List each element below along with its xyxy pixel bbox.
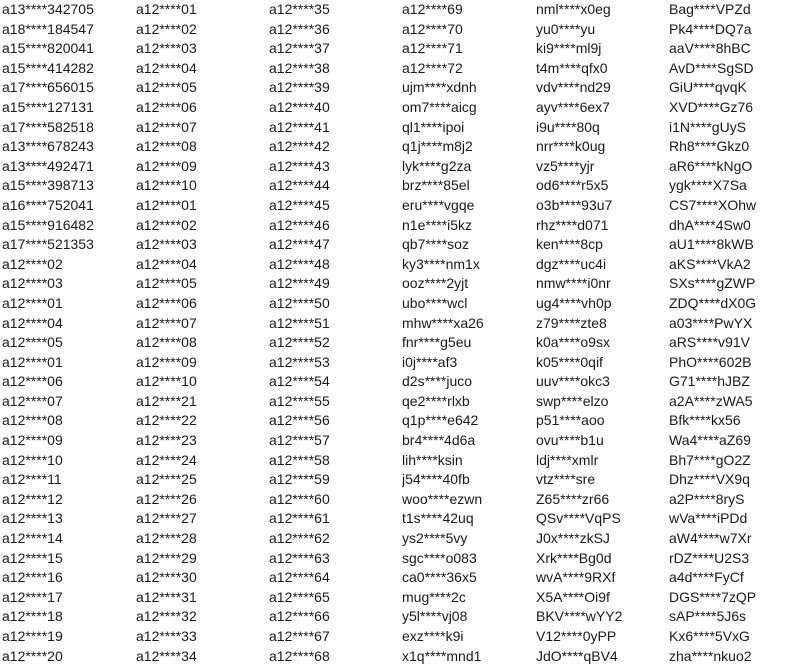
account-entry: a12****05	[136, 275, 197, 292]
account-entry: a12****04	[136, 255, 197, 272]
account-entry: a12****08	[136, 334, 197, 351]
account-entry: a13****492471	[2, 157, 94, 174]
account-entry: a16****752041	[2, 196, 94, 213]
account-entry: aR6****kNgO	[669, 157, 753, 174]
account-entry: sAP****5J6s	[669, 608, 747, 625]
account-entry: a12****53	[269, 353, 330, 370]
account-entry: ygk****X7Sa	[669, 177, 747, 194]
account-entry: a12****30	[136, 569, 197, 586]
account-entry: SXs****gZWP	[669, 275, 756, 292]
account-entry: vdv****nd29	[536, 79, 611, 96]
account-entry: a12****32	[136, 608, 197, 625]
account-entry: x1q****mnd1	[402, 647, 482, 664]
account-entry: a12****22	[136, 412, 197, 429]
account-entry: a12****49	[269, 275, 330, 292]
account-entry: X5A****Oi9f	[536, 588, 610, 605]
account-entry: a12****15	[2, 549, 63, 566]
account-entry: a12****45	[269, 196, 330, 213]
account-entry: mhw****xa26	[402, 314, 484, 331]
account-entry: brz****85el	[402, 177, 470, 194]
account-entry: ZDQ****dX0G	[669, 294, 757, 311]
account-entry: aKS****VkA2	[669, 255, 751, 272]
account-entry: a12****65	[269, 588, 330, 605]
account-entry: d2s****juco	[402, 373, 473, 390]
account-entry: Dhz****VX9q	[669, 471, 750, 488]
account-entry: a12****18	[2, 608, 63, 625]
account-entry: br4****4d6a	[402, 432, 476, 449]
account-entry: DGS****7zQP	[669, 588, 757, 605]
account-entry: a12****14	[2, 530, 63, 547]
account-entry: a12****04	[2, 314, 63, 331]
account-entry: a12****59	[269, 471, 330, 488]
account-entry: a12****54	[269, 373, 330, 390]
account-entry: a15****820041	[2, 40, 94, 57]
account-entry: a12****01	[2, 353, 63, 370]
account-entry: a12****56	[269, 412, 330, 429]
account-entry: a03****PwYX	[669, 314, 753, 331]
account-entry: a12****44	[269, 177, 330, 194]
account-entry: a12****06	[136, 98, 197, 115]
account-column-5	[536, 0, 669, 666]
account-entry: a12****60	[269, 490, 330, 507]
account-entry: uuv****okc3	[536, 373, 610, 390]
account-entry: a12****55	[269, 392, 330, 409]
account-entry: Pk4****DQ7a	[669, 20, 752, 37]
account-entry: a17****582518	[2, 118, 94, 135]
account-entry: aRS****v91V	[669, 334, 750, 351]
account-entry: a12****06	[2, 373, 63, 390]
account-entry: rhz****d071	[536, 216, 609, 233]
account-entry: a12****63	[269, 549, 330, 566]
account-entry: a12****21	[136, 392, 197, 409]
account-entry: QSv****VqPS	[536, 510, 621, 527]
account-entry: lyk****g2za	[402, 157, 472, 174]
account-entry: k05****0qif	[536, 353, 603, 370]
account-entry: a12****62	[269, 530, 330, 547]
account-entry: a12****50	[269, 294, 330, 311]
account-entry: dgz****uc4i	[536, 255, 607, 272]
account-entry: eru****vgqe	[402, 196, 475, 213]
account-entry: a13****678243	[2, 138, 94, 155]
account-entry: rDZ****U2S3	[669, 549, 750, 566]
account-entry: a12****35	[269, 1, 330, 17]
account-entry: a12****03	[136, 236, 197, 253]
account-entry: a12****69	[402, 1, 463, 17]
account-entry: z79****zte8	[536, 314, 607, 331]
account-entry: a2A****zWA5	[669, 392, 753, 409]
account-entry: qe2****rlxb	[402, 392, 470, 409]
account-entry: ovu****b1u	[536, 432, 604, 449]
account-entry: ky3****nm1x	[402, 255, 480, 272]
account-entry: a12****16	[2, 569, 63, 586]
account-entry: yu0****yu	[536, 20, 596, 37]
account-entry: Bfk****kx56	[669, 412, 741, 429]
account-entry: a12****09	[136, 353, 197, 370]
account-entry: n1e****i5kz	[402, 216, 473, 233]
account-entry: woo****ezwn	[402, 490, 483, 507]
account-entry: a12****36	[269, 20, 330, 37]
account-entry: a12****09	[136, 157, 197, 174]
account-entry: om7****aicg	[402, 98, 477, 115]
account-entry: a12****26	[136, 490, 197, 507]
account-column-3	[269, 0, 402, 666]
account-entry: a2P****8ryS	[669, 490, 745, 507]
account-entry: j54****40fb	[402, 471, 470, 488]
account-entry: ooz****2yjt	[402, 275, 469, 292]
account-entry: a12****48	[269, 255, 330, 272]
account-entry: V12****0yPP	[536, 628, 617, 644]
account-entry: a12****17	[2, 588, 63, 605]
account-entry: a12****05	[2, 334, 63, 351]
account-entry: a12****20	[2, 647, 63, 664]
account-entry: vz5****yjr	[536, 157, 595, 174]
account-entry: a15****398713	[2, 177, 94, 194]
account-entry: i9u****80q	[536, 118, 600, 135]
account-entry: Rh8****Gkz0	[669, 138, 750, 155]
account-entry: a12****24	[136, 451, 197, 468]
account-entry: a12****19	[2, 628, 63, 644]
account-entry: a12****52	[269, 334, 330, 351]
account-entry: a12****41	[269, 118, 330, 135]
account-entry: a12****07	[2, 392, 63, 409]
account-entry: GiU****qvqK	[669, 79, 747, 96]
account-entry: a12****27	[136, 510, 197, 527]
account-entry: Kx6****5VxG	[669, 628, 750, 644]
account-entry: a12****72	[402, 59, 463, 76]
account-entry: t1s****42uq	[402, 510, 474, 527]
account-entry: a12****42	[269, 138, 330, 155]
account-column-4	[402, 0, 535, 666]
account-entry: Xrk****Bg0d	[536, 549, 612, 566]
account-entry: ayv****6ex7	[536, 98, 610, 115]
account-entry: ql1****ipoi	[402, 118, 465, 135]
account-entry: wvA****9RXf	[536, 569, 616, 586]
account-entry: q1j****m8j2	[402, 138, 473, 155]
account-entry: ca0****36x5	[402, 569, 477, 586]
account-entry: a12****01	[136, 196, 197, 213]
account-entry: nml****x0eg	[536, 1, 611, 17]
account-entry: Bag****VPZd	[669, 1, 751, 17]
account-entry: a12****06	[136, 294, 197, 311]
account-entry: a12****10	[136, 373, 197, 390]
account-entry: G71****hJBZ	[669, 373, 750, 390]
account-column-2	[136, 0, 269, 666]
account-entry: a12****38	[269, 59, 330, 76]
account-entry: a12****07	[136, 118, 197, 135]
account-entry: Wa4****aZ69	[669, 432, 751, 449]
account-entry: a12****57	[269, 432, 330, 449]
account-entry: a12****39	[269, 79, 330, 96]
account-entry: a12****01	[2, 294, 63, 311]
account-entry: AvD****SgSD	[669, 59, 754, 76]
account-entry: k0a****o9sx	[536, 334, 610, 351]
account-entry: a12****08	[2, 412, 63, 429]
account-entry: qb7****soz	[402, 236, 469, 253]
account-entry: exz****k9i	[402, 628, 464, 644]
account-entry: Bh7****gO2Z	[669, 451, 751, 468]
account-entry: J0x****zkSJ	[536, 530, 610, 547]
account-entry: JdO****qBV4	[536, 647, 618, 664]
account-entry: Z65****zr66	[536, 490, 610, 507]
account-entry: a15****916482	[2, 216, 94, 233]
account-entry: a12****66	[269, 608, 330, 625]
account-entry: i1N****gUyS	[669, 118, 747, 135]
account-entry: vtz****sre	[536, 471, 596, 488]
account-entry: a12****01	[136, 1, 197, 17]
account-entry: aW4****w7Xr	[669, 530, 752, 547]
account-entry: sgc****o083	[402, 549, 477, 566]
account-entry: BKV****wYY2	[536, 608, 623, 625]
account-entry: a12****67	[269, 628, 330, 644]
account-entry: fnr****g5eu	[402, 334, 472, 351]
account-entry: swp****elzo	[536, 392, 609, 409]
account-entry: a12****12	[2, 490, 63, 507]
account-entry: a12****70	[402, 20, 463, 37]
account-entry: nmw****i0nr	[536, 275, 611, 292]
account-entry: a12****43	[269, 157, 330, 174]
account-entry: a12****71	[402, 40, 463, 57]
account-entry: a12****34	[136, 647, 197, 664]
account-entry: a12****68	[269, 647, 330, 664]
account-entry: mug****2c	[402, 588, 466, 605]
account-entry: ki9****ml9j	[536, 40, 602, 57]
account-entry: wVa****iPDd	[669, 510, 748, 527]
account-entry: a12****09	[2, 432, 63, 449]
account-entry: CS7****XOhw	[669, 196, 757, 213]
account-entry: a12****33	[136, 628, 197, 644]
account-entry: a12****64	[269, 569, 330, 586]
account-entry: a12****58	[269, 451, 330, 468]
account-entry: a12****40	[269, 98, 330, 115]
account-entry: a12****02	[2, 255, 63, 272]
account-entry: a12****23	[136, 432, 197, 449]
account-entry: ujm****xdnh	[402, 79, 477, 96]
account-entry: a15****127131	[2, 98, 94, 115]
account-entry: a12****02	[136, 20, 197, 37]
account-entry: aaV****8hBC	[669, 40, 751, 57]
account-entry: a12****28	[136, 530, 197, 547]
account-entry: a12****29	[136, 549, 197, 566]
account-entry: ubo****wcl	[402, 294, 468, 311]
account-entry: nrr****k0ug	[536, 138, 606, 155]
account-entry: a15****414282	[2, 59, 94, 76]
account-entry: ldj****xmlr	[536, 451, 599, 468]
account-entry: a12****31	[136, 588, 197, 605]
account-column-1	[2, 0, 135, 666]
account-entry: p51****aoo	[536, 412, 605, 429]
account-entry: t4m****qfx0	[536, 59, 608, 76]
account-entry: XVD****Gz76	[669, 98, 754, 115]
account-entry: a12****10	[136, 177, 197, 194]
account-entry: a12****51	[269, 314, 330, 331]
account-entry: a12****46	[269, 216, 330, 233]
account-entry: PhO****602B	[669, 353, 752, 370]
account-entry: q1p****e642	[402, 412, 479, 429]
account-entry: a12****47	[269, 236, 330, 253]
account-entry: a12****03	[2, 275, 63, 292]
account-entry: o3b****93u7	[536, 196, 613, 213]
account-entry: a12****03	[136, 40, 197, 57]
account-entry: y5l****vj08	[402, 608, 468, 625]
account-entry: od6****r5x5	[536, 177, 609, 194]
account-entry: ys2****5vy	[402, 530, 468, 547]
account-entry: a12****13	[2, 510, 63, 527]
account-entry: a17****656015	[2, 79, 94, 96]
account-entry: a12****08	[136, 138, 197, 155]
account-entry: a12****25	[136, 471, 197, 488]
account-entry: a12****37	[269, 40, 330, 57]
account-entry: a12****61	[269, 510, 330, 527]
account-entry: zha****nkuo2	[669, 647, 752, 664]
account-entry: ken****8cp	[536, 236, 603, 253]
account-entry: a12****04	[136, 59, 197, 76]
account-entry: a12****02	[136, 216, 197, 233]
account-entry: ug4****vh0p	[536, 294, 612, 311]
account-entry: a13****342705	[2, 1, 94, 17]
account-entry: aU1****8kWB	[669, 236, 754, 253]
account-entry: a4d****FyCf	[669, 569, 744, 586]
account-entry: a12****11	[2, 471, 62, 488]
account-entry: i0j****af3	[402, 353, 458, 370]
account-entry: a18****184547	[2, 20, 94, 37]
account-entry: a12****10	[2, 451, 63, 468]
account-entry: dhA****4Sw0	[669, 216, 751, 233]
account-entry: lih****ksin	[402, 451, 463, 468]
account-entry: a12****05	[136, 79, 197, 96]
account-entry: a12****07	[136, 314, 197, 331]
account-column-6	[669, 0, 800, 666]
account-entry: a17****521353	[2, 236, 94, 253]
